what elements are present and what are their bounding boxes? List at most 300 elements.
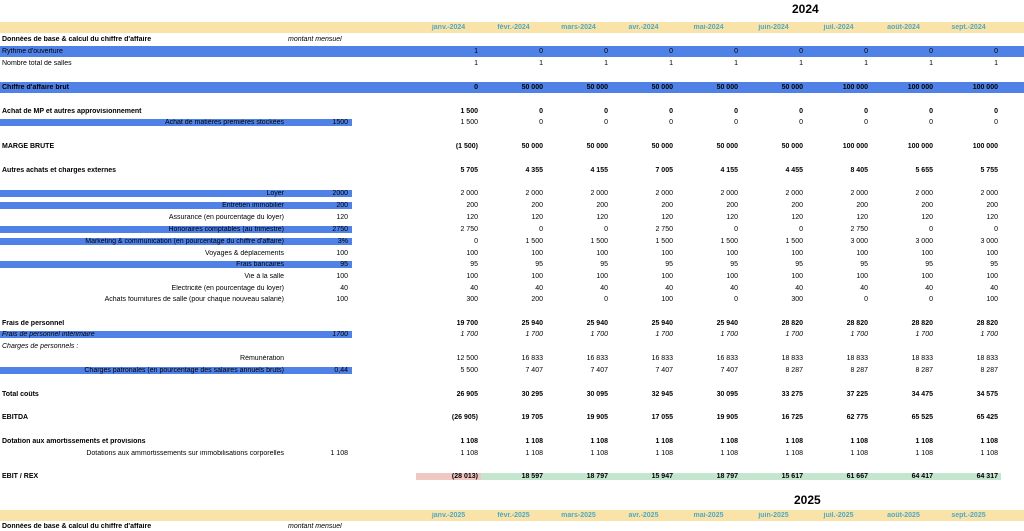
month-header[interactable]: févr.-2024 — [497, 24, 530, 31]
row-label[interactable]: Rythme d'ouverture — [2, 48, 63, 55]
table-row — [0, 212, 1024, 223]
value-cell[interactable]: 120 — [791, 214, 803, 221]
value-cell[interactable]: 17 055 — [651, 414, 673, 421]
value-cell[interactable]: 100 — [466, 250, 478, 257]
value-cell[interactable]: 95 — [795, 261, 803, 268]
row-parameter[interactable]: 2000 — [288, 190, 352, 197]
value-cell[interactable]: 100 — [856, 273, 868, 280]
value-cell[interactable]: (1 500) — [455, 143, 478, 150]
value-cell[interactable]: 34 475 — [911, 391, 933, 398]
value-cell[interactable]: 1 108 — [460, 438, 478, 445]
value-cell[interactable]: 18 597 — [481, 473, 546, 480]
row-parameter[interactable]: 40 — [340, 285, 348, 292]
value-cell[interactable]: 1 700 — [980, 331, 998, 338]
value-cell[interactable]: 100 — [596, 250, 608, 257]
value-cell[interactable]: 100 — [661, 250, 673, 257]
value-cell[interactable]: 1 700 — [915, 331, 933, 338]
value-cell[interactable]: 95 — [860, 261, 868, 268]
value-cell[interactable]: 100 — [661, 273, 673, 280]
value-cell[interactable]: 0 — [539, 108, 543, 115]
month-header[interactable]: juin-2025 — [758, 512, 789, 519]
value-cell[interactable]: 1 — [734, 60, 738, 67]
value-cell[interactable]: 25 940 — [651, 320, 673, 327]
value-cell[interactable]: 2 750 — [655, 226, 673, 233]
row-label[interactable]: Vie à la salle — [244, 273, 284, 280]
value-cell[interactable]: 16 833 — [586, 355, 608, 362]
value-cell[interactable]: 100 000 — [907, 84, 933, 91]
row-label[interactable]: Assurance (en pourcentage du loyer) — [168, 214, 284, 221]
value-cell[interactable]: 2 000 — [460, 190, 478, 197]
value-cell[interactable]: 2 000 — [525, 190, 543, 197]
value-cell[interactable]: 100 — [661, 296, 673, 303]
value-cell[interactable]: 34 575 — [976, 391, 998, 398]
value-cell[interactable]: 100 000 — [972, 143, 998, 150]
value-cell[interactable]: 0 — [604, 108, 608, 115]
value-cell[interactable]: 0 — [994, 48, 998, 55]
year-2025-title: 2025 — [794, 493, 821, 507]
value-cell[interactable]: 0 — [864, 48, 868, 55]
value-cell[interactable]: 1 500 — [785, 238, 803, 245]
value-cell[interactable]: 50 000 — [716, 84, 738, 91]
row-label[interactable]: Dotation aux amortissements et provisions — [2, 438, 146, 445]
value-cell[interactable]: 1 108 — [525, 438, 543, 445]
value-cell[interactable]: 120 — [856, 214, 868, 221]
value-cell[interactable]: 28 820 — [976, 320, 998, 327]
value-cell[interactable]: 25 940 — [586, 320, 608, 327]
value-cell[interactable]: 18 797 — [676, 473, 741, 480]
value-cell[interactable]: 120 — [986, 214, 998, 221]
value-cell[interactable]: 1 108 — [655, 438, 673, 445]
value-cell[interactable]: 40 — [600, 285, 608, 292]
value-cell[interactable]: 5 500 — [460, 367, 478, 374]
month-header[interactable]: janv.-2024 — [431, 24, 466, 31]
value-cell[interactable]: 120 — [921, 214, 933, 221]
value-cell[interactable]: 19 700 — [456, 320, 478, 327]
value-cell[interactable]: 40 — [730, 285, 738, 292]
monthly-label[interactable]: montant mensuel — [288, 36, 342, 43]
value-cell[interactable]: 1 108 — [850, 438, 868, 445]
value-cell[interactable]: 64 317 — [936, 473, 1001, 480]
value-cell[interactable]: 0 — [799, 119, 803, 126]
value-cell[interactable]: 50 000 — [781, 84, 803, 91]
value-cell[interactable]: 50 000 — [716, 143, 738, 150]
value-cell[interactable]: 65 525 — [911, 414, 933, 421]
value-cell[interactable]: 95 — [665, 261, 673, 268]
value-cell[interactable]: 95 — [990, 261, 998, 268]
value-cell[interactable]: 100 — [791, 250, 803, 257]
value-cell[interactable]: 65 425 — [976, 414, 998, 421]
value-cell[interactable]: 1 — [539, 60, 543, 67]
value-cell[interactable]: 1 108 — [590, 450, 608, 457]
value-cell[interactable]: 1 — [474, 60, 478, 67]
value-cell[interactable]: 1 500 — [655, 238, 673, 245]
value-cell[interactable]: 50 000 — [521, 143, 543, 150]
value-cell[interactable]: 62 775 — [846, 414, 868, 421]
row-label[interactable]: Achat de matières premières stockées — [0, 119, 288, 126]
row-parameter[interactable]: 95 — [288, 261, 352, 268]
value-cell[interactable]: 100 — [986, 250, 998, 257]
value-cell[interactable]: 1 108 — [590, 438, 608, 445]
value-cell[interactable]: 7 407 — [655, 367, 673, 374]
value-cell[interactable]: 30 095 — [716, 391, 738, 398]
value-cell[interactable]: 12 500 — [456, 355, 478, 362]
value-cell[interactable]: 1 108 — [980, 450, 998, 457]
value-cell[interactable]: 1 108 — [850, 450, 868, 457]
value-cell[interactable]: 1 108 — [720, 438, 738, 445]
value-cell[interactable]: 8 287 — [915, 367, 933, 374]
value-cell[interactable]: 100 — [531, 250, 543, 257]
table-row — [0, 389, 1024, 400]
value-cell[interactable]: 100 — [726, 250, 738, 257]
month-header[interactable]: août-2025 — [887, 512, 920, 519]
value-cell[interactable]: 2 000 — [590, 190, 608, 197]
value-cell[interactable]: 0 — [864, 296, 868, 303]
value-cell[interactable]: 100 — [921, 273, 933, 280]
value-cell[interactable]: 2 000 — [915, 190, 933, 197]
value-cell[interactable]: 1 700 — [590, 331, 608, 338]
row-parameter[interactable]: 100 — [336, 250, 348, 257]
value-cell[interactable]: 100 — [921, 250, 933, 257]
value-cell[interactable]: 0 — [539, 226, 543, 233]
value-cell[interactable]: 1 700 — [525, 331, 543, 338]
value-cell[interactable]: 1 108 — [655, 450, 673, 457]
monthly-label[interactable]: montant mensuel — [288, 522, 342, 530]
value-cell[interactable]: 16 833 — [521, 355, 543, 362]
value-cell[interactable]: 18 833 — [781, 355, 803, 362]
value-cell[interactable]: 100 — [986, 273, 998, 280]
value-cell[interactable]: 95 — [535, 261, 543, 268]
value-cell[interactable]: 18 833 — [911, 355, 933, 362]
value-cell[interactable]: 64 417 — [871, 473, 936, 480]
value-cell[interactable]: 3 000 — [850, 238, 868, 245]
row-label[interactable]: MARGE BRUTE — [2, 143, 55, 150]
value-cell[interactable]: 0 — [799, 226, 803, 233]
value-cell[interactable]: 200 — [531, 202, 543, 209]
value-cell[interactable]: 5 655 — [915, 167, 933, 174]
value-cell[interactable]: 0 — [734, 108, 738, 115]
row-label[interactable]: Charges patronales (en pourcentage des salaires annuels bruts) — [0, 367, 288, 374]
value-cell[interactable]: 95 — [470, 261, 478, 268]
value-cell[interactable]: 95 — [600, 261, 608, 268]
section-title[interactable]: Données de base & calcul du chiffre d'affaire — [2, 522, 152, 530]
value-cell[interactable]: 1 — [604, 60, 608, 67]
value-cell[interactable]: 100 — [791, 273, 803, 280]
value-cell[interactable]: 2 000 — [785, 190, 803, 197]
value-cell[interactable]: 0 — [864, 108, 868, 115]
value-cell[interactable]: 4 155 — [720, 167, 738, 174]
value-cell[interactable]: 30 295 — [521, 391, 543, 398]
row-label[interactable]: EBITDA — [2, 414, 29, 421]
value-cell[interactable]: 1 108 — [460, 450, 478, 457]
value-cell[interactable]: 2 000 — [850, 190, 868, 197]
value-cell[interactable]: 0 — [994, 226, 998, 233]
value-cell[interactable]: 100 — [986, 296, 998, 303]
value-cell[interactable]: 5 705 — [460, 167, 478, 174]
value-cell[interactable]: 40 — [990, 285, 998, 292]
row-parameter[interactable]: 2750 — [288, 226, 352, 233]
value-cell[interactable]: 2 000 — [980, 190, 998, 197]
value-cell[interactable]: 0 — [734, 296, 738, 303]
value-cell[interactable]: 2 750 — [850, 226, 868, 233]
value-cell[interactable]: 0 — [734, 226, 738, 233]
value-cell[interactable]: 1 — [994, 60, 998, 67]
value-cell[interactable]: 18 797 — [546, 473, 611, 480]
row-parameter[interactable]: 100 — [336, 273, 348, 280]
value-cell[interactable]: 0 — [604, 119, 608, 126]
value-cell[interactable]: 5 755 — [980, 167, 998, 174]
value-cell[interactable]: 1 — [474, 48, 478, 55]
value-cell[interactable]: 37 225 — [846, 391, 868, 398]
value-cell[interactable]: 120 — [466, 214, 478, 221]
value-cell[interactable]: 120 — [596, 214, 608, 221]
row-label[interactable]: Autres achats et charges externes — [2, 167, 116, 174]
month-header[interactable]: avr.-2025 — [628, 512, 659, 519]
value-cell[interactable]: 30 095 — [586, 391, 608, 398]
row-parameter[interactable]: 1700 — [288, 331, 352, 338]
value-cell[interactable]: 0 — [734, 119, 738, 126]
row-label[interactable]: EBIT / REX — [2, 473, 39, 480]
value-cell[interactable]: 0 — [539, 119, 543, 126]
value-cell[interactable]: 1 500 — [460, 119, 478, 126]
value-cell[interactable]: 3 000 — [915, 238, 933, 245]
month-header[interactable]: mars-2024 — [561, 24, 596, 31]
value-cell[interactable]: 1 700 — [785, 331, 803, 338]
value-cell[interactable]: 200 — [661, 202, 673, 209]
value-cell[interactable]: 40 — [535, 285, 543, 292]
value-cell[interactable]: 0 — [929, 119, 933, 126]
value-cell[interactable]: 50 000 — [586, 84, 608, 91]
value-cell[interactable]: 2 750 — [460, 226, 478, 233]
value-cell[interactable]: 100 — [596, 273, 608, 280]
value-cell[interactable]: 15 947 — [611, 473, 676, 480]
value-cell[interactable]: 0 — [799, 48, 803, 55]
value-cell[interactable]: 28 820 — [846, 320, 868, 327]
value-cell[interactable]: 0 — [474, 238, 478, 245]
value-cell[interactable]: 40 — [470, 285, 478, 292]
value-cell[interactable]: 16 833 — [651, 355, 673, 362]
row-parameter[interactable]: 1500 — [288, 119, 352, 126]
value-cell[interactable]: 32 945 — [651, 391, 673, 398]
row-label[interactable]: Chiffre d'affaire brut — [2, 84, 70, 91]
row-label[interactable]: Charges de personnels : — [2, 343, 79, 350]
row-label[interactable]: Électricité (en pourcentage du loyer) — [171, 285, 284, 292]
value-cell[interactable]: 200 — [531, 296, 543, 303]
value-cell[interactable]: 1 108 — [915, 450, 933, 457]
value-cell[interactable]: 1 108 — [980, 438, 998, 445]
value-cell[interactable]: 0 — [994, 119, 998, 126]
value-cell[interactable]: 0 — [864, 119, 868, 126]
value-cell[interactable]: 50 000 — [781, 143, 803, 150]
value-cell[interactable]: 1 500 — [590, 238, 608, 245]
value-cell[interactable]: 50 000 — [521, 84, 543, 91]
value-cell[interactable]: 0 — [799, 108, 803, 115]
value-cell[interactable]: 1 108 — [720, 450, 738, 457]
month-header[interactable]: mars-2025 — [561, 512, 596, 519]
row-label[interactable]: Dotations aux ammortissements sur immobilisations corporelles — [86, 450, 284, 457]
row-label[interactable]: Frais de personnel — [2, 320, 65, 327]
value-cell[interactable]: 0 — [994, 108, 998, 115]
value-cell[interactable]: 0 — [929, 296, 933, 303]
value-cell[interactable]: 40 — [795, 285, 803, 292]
value-cell[interactable]: 61 667 — [806, 473, 871, 480]
value-cell[interactable]: 0 — [604, 226, 608, 233]
month-header[interactable]: mai-2024 — [693, 24, 724, 31]
row-label[interactable]: Marketing & communication (en pourcentage du chiffre d'affaire) — [0, 238, 288, 245]
value-cell[interactable]: 25 940 — [716, 320, 738, 327]
value-cell[interactable]: 16 833 — [716, 355, 738, 362]
value-cell[interactable]: 2 000 — [655, 190, 673, 197]
value-cell[interactable]: 0 — [669, 108, 673, 115]
row-label[interactable]: Total coûts — [2, 391, 39, 398]
value-cell[interactable]: 1 700 — [720, 331, 738, 338]
value-cell[interactable]: 2 000 — [720, 190, 738, 197]
value-cell[interactable]: 15 617 — [741, 473, 806, 480]
month-header[interactable]: sept.-2024 — [951, 24, 986, 31]
value-cell[interactable]: 200 — [986, 202, 998, 209]
value-cell[interactable]: 120 — [726, 214, 738, 221]
row-label[interactable]: Loyer — [0, 190, 288, 197]
value-cell[interactable]: 1 108 — [915, 438, 933, 445]
value-cell[interactable]: 100 — [856, 250, 868, 257]
value-cell[interactable]: 3 000 — [980, 238, 998, 245]
row-label[interactable]: Honoraires comptables (au trimestre) — [0, 226, 288, 233]
value-cell[interactable]: 1 108 — [525, 450, 543, 457]
row-label[interactable]: Achat de MP et autres approvisionnement — [2, 108, 142, 115]
value-cell[interactable]: 100 000 — [907, 143, 933, 150]
value-cell[interactable]: 4 455 — [785, 167, 803, 174]
value-cell[interactable]: 1 108 — [785, 438, 803, 445]
value-cell[interactable]: 7 407 — [525, 367, 543, 374]
value-cell[interactable]: 1 500 — [525, 238, 543, 245]
value-cell[interactable]: 0 — [604, 296, 608, 303]
value-cell[interactable]: 40 — [925, 285, 933, 292]
month-header[interactable]: sept.-2025 — [951, 512, 986, 519]
value-cell[interactable]: 28 820 — [781, 320, 803, 327]
value-cell[interactable]: 26 905 — [456, 391, 478, 398]
value-cell[interactable]: 100 — [466, 273, 478, 280]
value-cell[interactable]: 8 405 — [850, 167, 868, 174]
value-cell[interactable]: 7 005 — [655, 167, 673, 174]
month-header[interactable]: juil.-2025 — [823, 512, 854, 519]
value-cell[interactable]: 0 — [929, 226, 933, 233]
value-cell[interactable]: 7 407 — [590, 367, 608, 374]
value-cell[interactable]: 0 — [539, 48, 543, 55]
value-cell[interactable]: 1 108 — [785, 450, 803, 457]
value-cell[interactable]: 0 — [474, 84, 478, 91]
month-header[interactable]: avr.-2024 — [628, 24, 659, 31]
row-parameter[interactable]: 1 108 — [330, 450, 348, 457]
value-cell[interactable]: 1 — [799, 60, 803, 67]
row-label[interactable]: Voyages & déplacements — [205, 250, 284, 257]
value-cell[interactable]: 8 287 — [785, 367, 803, 374]
row-label[interactable]: Achats fournitures de salle (pour chaque nouveau salarié) — [104, 296, 284, 303]
value-cell[interactable]: 50 000 — [651, 84, 673, 91]
value-cell[interactable]: 100 000 — [972, 84, 998, 91]
row-parameter[interactable]: 0,44 — [288, 367, 352, 374]
value-cell[interactable]: 300 — [791, 296, 803, 303]
value-cell[interactable]: 200 — [466, 202, 478, 209]
value-cell[interactable]: 0 — [604, 48, 608, 55]
section-title[interactable]: Données de base & calcul du chiffre d'affaire — [2, 36, 152, 43]
month-header[interactable]: juil.-2024 — [823, 24, 854, 31]
value-cell[interactable]: 18 833 — [976, 355, 998, 362]
value-cell[interactable]: 200 — [921, 202, 933, 209]
row-parameter[interactable]: 100 — [336, 296, 348, 303]
value-cell[interactable]: 200 — [596, 202, 608, 209]
value-cell[interactable]: 28 820 — [911, 320, 933, 327]
month-header[interactable]: mai-2025 — [693, 512, 724, 519]
value-cell[interactable]: 40 — [860, 285, 868, 292]
row-label[interactable]: Frais bancaires — [0, 261, 288, 268]
month-header[interactable]: janv.-2025 — [431, 512, 466, 519]
row-label[interactable]: Frais de personnel intérimaire — [0, 331, 288, 338]
value-cell[interactable]: 8 287 — [980, 367, 998, 374]
value-cell[interactable]: 25 940 — [521, 320, 543, 327]
value-cell[interactable]: 120 — [531, 214, 543, 221]
value-cell[interactable]: 0 — [734, 48, 738, 55]
value-cell[interactable]: 200 — [726, 202, 738, 209]
value-cell[interactable]: 1 500 — [460, 108, 478, 115]
value-cell[interactable]: 19 705 — [521, 414, 543, 421]
value-cell[interactable]: 1 — [929, 60, 933, 67]
value-cell[interactable]: 1 500 — [720, 238, 738, 245]
row-label[interactable]: Nombre total de salles — [2, 60, 72, 67]
value-cell[interactable]: 4 355 — [525, 167, 543, 174]
value-cell[interactable]: 4 155 — [590, 167, 608, 174]
value-cell[interactable]: 100 000 — [842, 143, 868, 150]
value-cell[interactable]: 300 — [466, 296, 478, 303]
row-parameter[interactable]: 120 — [336, 214, 348, 221]
value-cell[interactable]: 19 905 — [716, 414, 738, 421]
value-cell[interactable]: 7 407 — [720, 367, 738, 374]
value-cell[interactable]: 33 275 — [781, 391, 803, 398]
value-cell[interactable]: 1 700 — [460, 331, 478, 338]
row-label[interactable]: Rémunération — [240, 355, 284, 362]
row-parameter[interactable]: 3% — [288, 238, 352, 245]
value-cell[interactable]: 1 — [864, 60, 868, 67]
month-header[interactable]: févr.-2025 — [497, 512, 530, 519]
value-cell[interactable]: 200 — [791, 202, 803, 209]
value-cell[interactable]: 95 — [730, 261, 738, 268]
value-cell[interactable]: 1 — [669, 60, 673, 67]
value-cell[interactable]: (28 013) — [416, 473, 481, 480]
value-cell[interactable]: 120 — [661, 214, 673, 221]
row-label[interactable]: Entretien immobilier — [0, 202, 288, 209]
row-parameter[interactable]: 200 — [288, 202, 352, 209]
value-cell[interactable]: 0 — [929, 108, 933, 115]
value-cell[interactable]: 200 — [856, 202, 868, 209]
month-header[interactable]: août-2024 — [887, 24, 920, 31]
value-cell[interactable]: 18 833 — [846, 355, 868, 362]
value-cell[interactable]: 1 700 — [850, 331, 868, 338]
value-cell[interactable]: 50 000 — [651, 143, 673, 150]
value-cell[interactable]: 0 — [929, 48, 933, 55]
value-cell[interactable]: 95 — [925, 261, 933, 268]
value-cell[interactable]: 50 000 — [586, 143, 608, 150]
value-cell[interactable]: 19 905 — [586, 414, 608, 421]
value-cell[interactable]: 1 700 — [655, 331, 673, 338]
value-cell[interactable]: 0 — [669, 119, 673, 126]
value-cell[interactable]: (26 905) — [451, 414, 478, 421]
value-cell[interactable]: 100 — [726, 273, 738, 280]
month-header[interactable]: juin-2024 — [758, 24, 789, 31]
value-cell[interactable]: 40 — [665, 285, 673, 292]
value-cell[interactable]: 0 — [669, 48, 673, 55]
value-cell[interactable]: 100 000 — [842, 84, 868, 91]
value-cell[interactable]: 8 287 — [850, 367, 868, 374]
value-cell[interactable]: 100 — [531, 273, 543, 280]
value-cell[interactable]: 16 725 — [781, 414, 803, 421]
